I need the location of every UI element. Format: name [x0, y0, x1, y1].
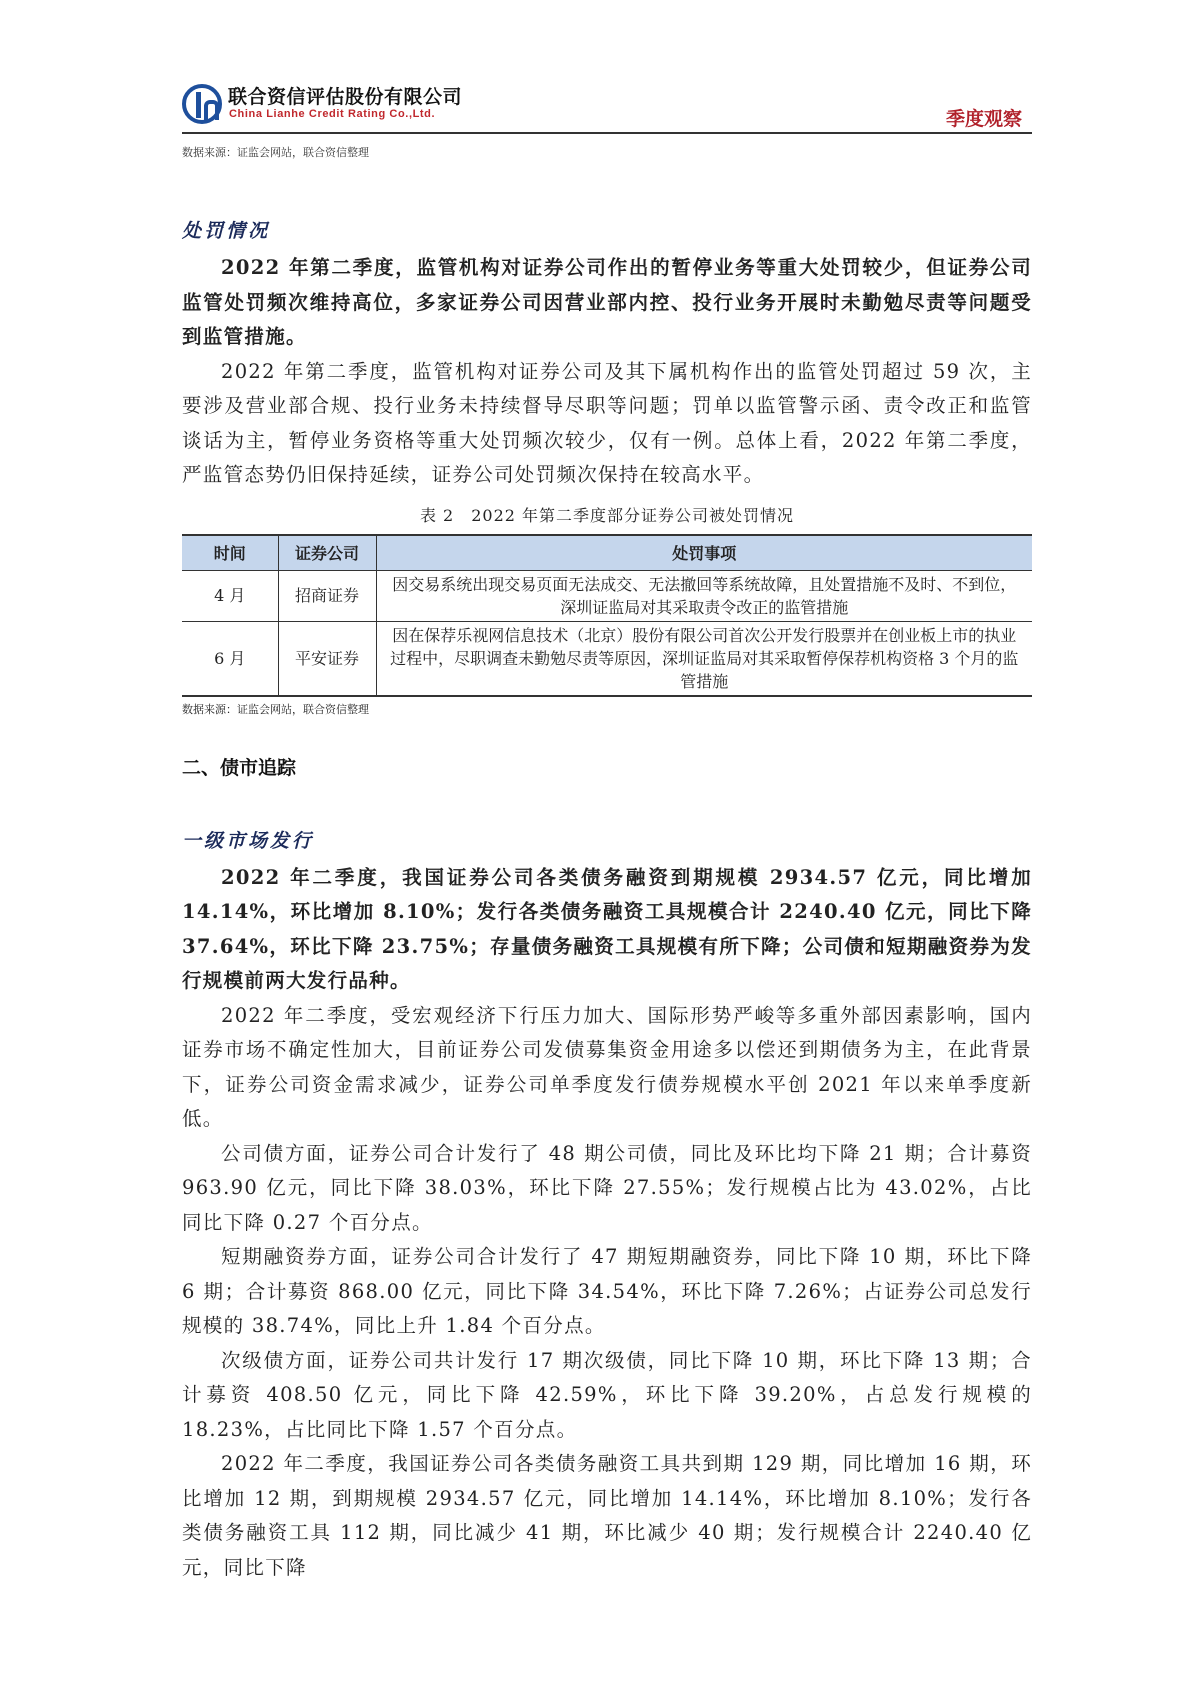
table-cell: 平安证券: [278, 621, 376, 696]
document-page: [182, 80, 1032, 1585]
column-header: 处罚事项: [376, 535, 1032, 571]
table-cell: 因在保荐乐视网信息技术（北京）股份有限公司首次公开发行股票并在创业板上市的执业过程中，尽职调查未勤勉尽责等原因，深圳证监局对其采取暂停保荐机构资格 3 个月的监管措施: [376, 621, 1032, 696]
paragraph: 公司债方面，证券公司合计发行了 48 期公司债，同比及环比均下降 21 期；合计募资 963.90 亿元，同比下降 38.03%，环比下降 27.55%；发行规模占比为 43.02%，占比同比下降 0.27 个百分点。: [182, 1141, 1032, 1234]
table-caption: 表 2 2022 年第二季度部分证券公司被处罚情况: [419, 505, 795, 525]
table-row: [182, 621, 1032, 696]
table-cell: 6 月: [182, 621, 278, 696]
penalty-summary: 2022 年第二季度，监管机构对证券公司作出的暂停业务等重大处罚较少，但证券公司监管处罚频次维持高位，多家证券公司因营业部内控、投行业务开展时未勤勉尽责等问题受到监管措施。: [182, 256, 1032, 348]
issuance-heading: 一级市场发行: [182, 829, 315, 852]
column-header: 时间: [182, 535, 278, 571]
paragraph: 2022 年二季度，我国证券公司各类债务融资工具共到期 129 期，同比增加 16 期，环比增加 12 期，到期规模 2934.57 亿元，同比增加 14.14%，环比增加 8.10%；发行各类债务融资工具 112 期，同比减少 41 期，环比减少 40 期；发行规模合计 2240.40 亿元，同比下降: [182, 1452, 1032, 1579]
table-cell: 因交易系统出现交易页面无法成交、无法撤回等系统故障，且处置措施不及时、不到位，深圳证监局对其采取责令改正的监管措施: [376, 570, 1032, 621]
penalty-table: [182, 534, 1032, 697]
column-header: 证券公司: [278, 535, 376, 571]
company-logo-icon: [182, 84, 222, 124]
company-name-cn: 联合资信评估股份有限公司: [228, 86, 463, 108]
table-cell: 招商证券: [278, 570, 376, 621]
paragraph: 次级债方面，证券公司共计发行 17 期次级债，同比下降 10 期，环比下降 13 期；合计募资 408.50 亿元，同比下降 42.59%，环比下降 39.20%，占总发行规模的 18.23%，占比同比下降 1.57 个百分点。: [182, 1348, 1032, 1441]
paragraph: 短期融资券方面，证券公司合计发行了 47 期短期融资券，同比下降 10 期，环比下降 6 期；合计募资 868.00 亿元，同比下降 34.54%，环比下降 7.26%；占证券公司总发行规模的 38.74%，同比上升 1.84 个百分点。: [182, 1245, 1032, 1337]
data-source-note: 数据来源：证监会网站，联合资信整理: [182, 146, 369, 159]
table-cell: 4 月: [182, 570, 278, 621]
paragraph: 2022 年二季度，受宏观经济下行压力加大、国际形势严峻等多重外部因素影响，国内证券市场不确定性加大，目前证券公司发债募集资金用途多以偿还到期债务为主，在此背景下，证券公司资金需求减少，证券公司单季度发行债券规模水平创 2021 年以来单季度新低。: [182, 1003, 1032, 1130]
penalty-heading: 处罚情况: [182, 220, 271, 242]
table-row: [182, 570, 1032, 621]
issuance-summary: 2022 年二季度，我国证券公司各类债务融资到期规模 2934.57 亿元，同比增加 14.14%，环比增加 8.10%；发行各类债务融资工具规模合计 2240.40 亿元，同比下降 37.64%，环比下降 23.75%；存量债务融资工具规模有所下降；公司债和短期融资券为发行规模前两大发行品种。: [182, 865, 1032, 992]
table-source-note: 数据来源：证监会网站，联合资信整理: [182, 702, 369, 716]
penalty-body: 2022 年第二季度，监管机构对证券公司及其下属机构作出的监管处罚超过 59 次，主要涉及营业部合规、投行业务未持续督导尽职等问题；罚单以监管警示函、责令改正和监管谈话为主，暂停业务资格等重大处罚频次较少，仅有一例。总体上看，2022 年第二季度，严监管态势仍旧保持延续，证券公司处罚频次保持在较高水平。: [182, 359, 1032, 486]
company-name-en: China Lianhe Credit Rating Co.,Ltd.: [229, 108, 436, 120]
report-type: 季度观察: [945, 108, 1022, 130]
page-header: [182, 80, 1032, 134]
section-title: 二、债市追踪: [182, 756, 297, 779]
